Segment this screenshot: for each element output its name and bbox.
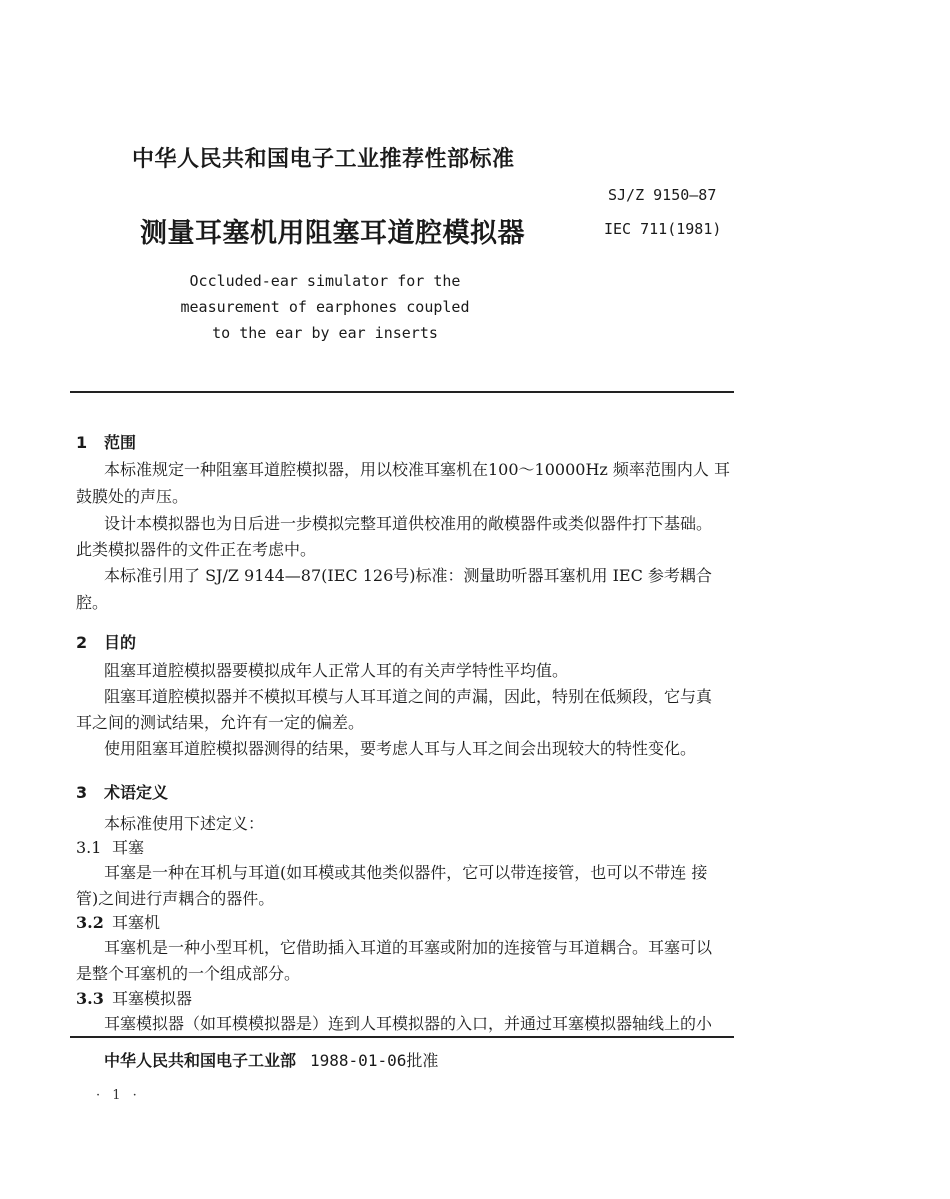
paragraph-line: 阻塞耳道腔模拟器要模拟成年人正常人耳的有关声学特性平均值。	[104, 661, 569, 680]
paragraph-line: 设计本模拟器也为日后进一步模拟完整耳道供校准用的敞模器件或类似器件打下基础。	[104, 514, 713, 533]
footer-approval	[104, 1048, 438, 1071]
section-title: 范围	[104, 433, 137, 452]
subsection-title: 耳塞	[112, 838, 145, 857]
paragraph-line: 是整个耳塞机的一个组成部分。	[76, 964, 301, 983]
paragraph-line: 本标准规定一种阻塞耳道腔模拟器，用以校准耳塞机在100～10000Hz 频率范围内人 耳	[104, 460, 730, 479]
section-heading	[76, 780, 168, 803]
issuing-authority: 中华人民共和国电子工业推荐性部标准	[132, 147, 515, 172]
paragraph-line: 腔。	[76, 593, 109, 612]
subsection-title: 耳塞机	[112, 913, 161, 932]
paragraph-line: 鼓膜处的声压。	[76, 487, 189, 506]
page-number: · 1 ·	[96, 1088, 141, 1103]
subsection-heading	[76, 911, 160, 935]
section-title: 术语定义	[104, 783, 169, 802]
paragraph-line: 耳塞模拟器（如耳模模拟器是）连到人耳模拟器的入口，并通过耳塞模拟器轴线上的小	[104, 1014, 713, 1033]
footer-divider	[70, 1036, 734, 1038]
iec-reference: IEC 711(1981)	[604, 220, 722, 238]
document-title: 测量耳塞机用阻塞耳道腔模拟器	[140, 218, 525, 249]
paragraph-line: 本标准引用了 SJ/Z 9144—87(IEC 126号)标准：测量助听器耳塞机用 IEC 参考耦合	[104, 566, 712, 585]
paragraph-line: 此类模拟器件的文件正在考虑中。	[76, 540, 317, 559]
section-number: 2	[76, 633, 88, 652]
section-heading	[76, 630, 136, 653]
approval-date: 1988-01-06批准	[310, 1051, 439, 1070]
subsection-heading	[76, 987, 192, 1011]
section-heading	[76, 430, 136, 453]
subsection-number: 3.3	[76, 989, 104, 1008]
english-title-line: measurement of earphones coupled	[180, 298, 470, 316]
paragraph-line: 耳塞是一种在耳机与耳道(如耳模或其他类似器件，它可以带连接管，也可以不带连 接	[104, 863, 708, 882]
section-number: 1	[76, 433, 88, 452]
paragraph-line: 管)之间进行声耦合的器件。	[76, 889, 275, 908]
paragraph-line: 本标准使用下述定义：	[104, 814, 265, 833]
subsection-number: 3.2	[76, 913, 104, 932]
section-number: 3	[76, 783, 88, 802]
section-title: 目的	[104, 633, 137, 652]
footer-issuer: 中华人民共和国电子工业部	[104, 1051, 297, 1070]
paragraph-line: 耳之间的测试结果，允许有一定的偏差。	[76, 713, 365, 732]
paragraph-line: 阻塞耳道腔模拟器并不模拟耳模与人耳耳道之间的声漏，因此，特别在低频段，它与真	[104, 687, 713, 706]
english-title-line: Occluded-ear simulator for the	[189, 272, 461, 290]
paragraph-line: 使用阻塞耳道腔模拟器测得的结果，要考虑人耳与人耳之间会出现较大的特性变化。	[104, 739, 697, 758]
subsection-number: 3.1	[76, 838, 102, 857]
standard-number: SJ/Z 9150—87	[608, 186, 717, 204]
header-divider	[70, 391, 734, 393]
english-title-line: to the ear by ear inserts	[212, 324, 438, 342]
subsection-title: 耳塞模拟器	[112, 989, 193, 1008]
subsection-heading	[76, 836, 144, 860]
paragraph-line: 耳塞机是一种小型耳机，它借助插入耳道的耳塞或附加的连接管与耳道耦合。耳塞可以	[104, 938, 713, 957]
